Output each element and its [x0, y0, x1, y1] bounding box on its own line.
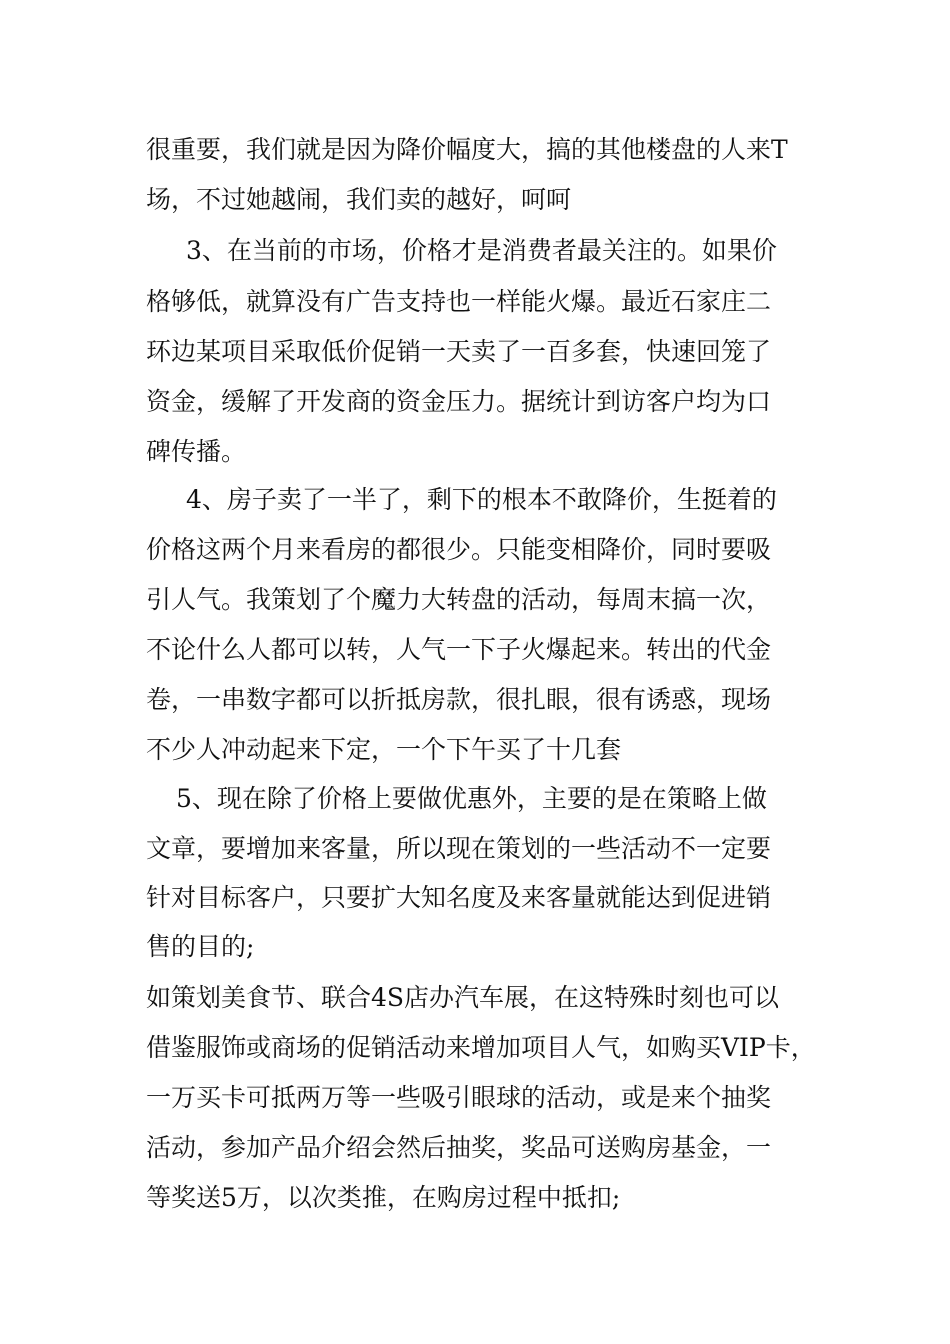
text-line: 等奖送5万，以次类推，在购房过程中抵扣; [146, 1183, 621, 1212]
text-line: 针对目标客户，只要扩大知名度及来客量就能达到促进销 [146, 883, 772, 912]
text-line: 售的目的; [146, 932, 255, 961]
text-line: 如策划美食节、联合4S店办汽车展，在这特殊时刻也可以 [146, 983, 780, 1012]
text-line: 碑传播。 [146, 437, 247, 466]
text-line: 格够低，就算没有广告支持也一样能火爆。最近石家庄二 [146, 287, 772, 316]
text-line: 资金，缓解了开发商的资金压力。据统计到访客户均为口 [146, 387, 772, 416]
text-line: 不少人冲动起来下定，一个下午买了十几套 [146, 735, 622, 764]
text-line: 5、现在除了价格上要做优惠外，主要的是在策略上做 [176, 784, 767, 813]
text-line: 卷，一串数字都可以折抵房款，很扎眼，很有诱惑，现场 [146, 685, 772, 714]
text-line: 价格这两个月来看房的都很少。只能变相降价，同时要吸 [146, 535, 772, 564]
text-line: 一万买卡可抵两万等一些吸引眼球的活动，或是来个抽奖 [146, 1083, 772, 1112]
text-line: 场，不过她越闹，我们卖的越好，呵呵 [146, 185, 572, 214]
text-line: 很重要，我们就是因为降价幅度大，搞的其他楼盘的人来T [146, 135, 788, 164]
text-line: 引人气。我策划了个魔力大转盘的活动，每周末搞一次， [146, 585, 772, 614]
text-line: 文章，要增加来客量，所以现在策划的一些活动不一定要 [146, 834, 772, 863]
text-line: 活动，参加产品介绍会然后抽奖，奖品可送购房基金，一 [146, 1133, 772, 1162]
text-line: 4、房子卖了一半了，剩下的根本不敢降价，生挺着的 [186, 485, 777, 514]
text-line: 3、在当前的市场，价格才是消费者最关注的。如果价 [186, 236, 777, 265]
text-line: 不论什么人都可以转，人气一下子火爆起来。转出的代金 [146, 635, 772, 664]
text-line: 借鉴服饰或商场的促销活动来增加项目人气，如购买VIP卡， [146, 1033, 816, 1062]
text-line: 环边某项目采取低价促销一天卖了一百多套，快速回笼了 [146, 337, 772, 366]
